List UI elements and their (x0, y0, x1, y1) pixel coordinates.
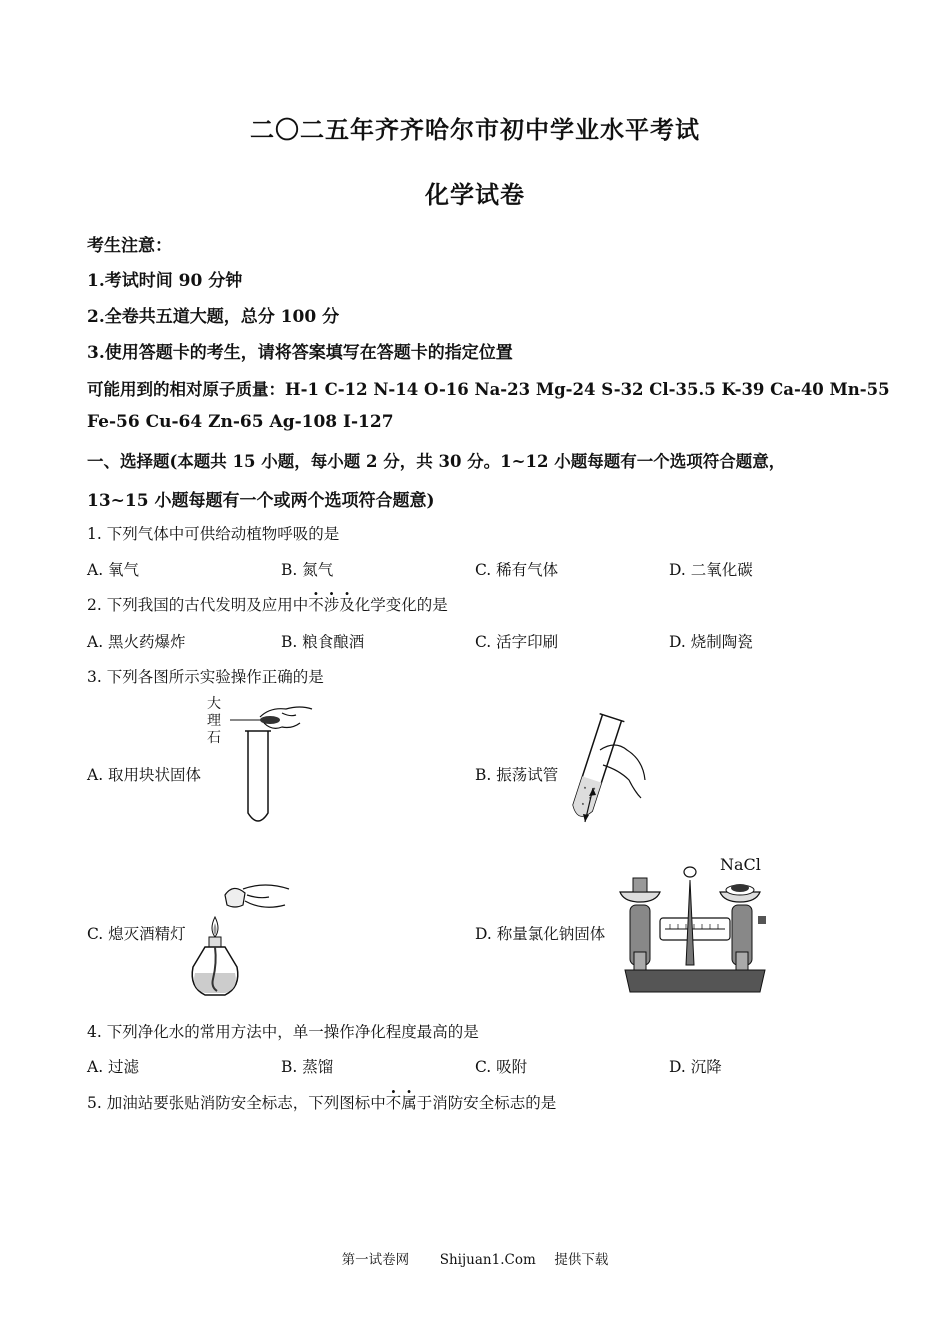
emphasis-char: 属 (401, 1094, 417, 1112)
option-c: C. 活字印刷 (475, 633, 559, 651)
option-c: C. 吸附 (475, 1058, 528, 1076)
take-solid-figure (220, 695, 330, 830)
notice-item: 2.全卷共五道大题，总分 100 分 (87, 307, 340, 327)
question-stem: 4. 下列净化水的常用方法中，单一操作净化程度最高的是 (87, 1023, 479, 1041)
option-b: B. 蒸馏 (281, 1058, 334, 1076)
option-d: D. 沉降 (669, 1058, 722, 1076)
footer-site-en[interactable]: Shijuan1.Com (439, 1252, 536, 1268)
notice-heading: 考生注意： (87, 236, 172, 256)
section-heading: 13~15 小题每题有一个或两个选项符合题意) (87, 491, 435, 511)
footer-suffix: 提供下载 (554, 1252, 609, 1268)
notice-item: 3.使用答题卡的考生，请将答案填写在答题卡的指定位置 (87, 343, 513, 363)
option-b: B. 振荡试管 (475, 766, 559, 784)
notice-item: 1.考试时间 90 分钟 (87, 271, 243, 291)
marble-label: 大 理 石 (207, 696, 221, 746)
option-d: D. 称量氯化钠固体 (475, 925, 606, 943)
page-subtitle: 化学试卷 (425, 180, 525, 209)
emphasis-char: 不 (308, 596, 324, 614)
page-footer (0, 1248, 950, 1268)
balance-figure (620, 860, 770, 1000)
option-a: A. 取用块状固体 (87, 766, 202, 784)
question-stem: 5. 加油站要张贴消防安全标志，下列图标中不属于消防安全标志的是 (87, 1094, 557, 1112)
alcohol-lamp-figure (185, 875, 300, 1000)
question-stem: 1. 下列气体中可供给动植物呼吸的是 (87, 525, 340, 543)
option-d: D. 烧制陶瓷 (669, 633, 753, 651)
option-c: C. 稀有气体 (475, 561, 559, 579)
option-a: A. 过滤 (87, 1058, 140, 1076)
option-d: D. 二氧化碳 (669, 561, 753, 579)
nacl-label: NaCl (720, 855, 761, 874)
option-c: C. 熄灭酒精灯 (87, 925, 186, 943)
shake-tube-figure (555, 710, 655, 830)
question-stem: 2. 下列我国的古代发明及应用中不涉及化学变化的是 (87, 596, 448, 614)
emphasis-char: 及 (339, 596, 355, 614)
emphasis-char: 不 (385, 1094, 402, 1112)
option-b: B. 氮气 (281, 561, 334, 579)
footer-site-cn: 第一试卷网 (341, 1252, 410, 1268)
option-b: B. 粮食酿酒 (281, 633, 365, 651)
option-a: A. 黑火药爆炸 (87, 633, 186, 651)
atomic-mass-line: 可能用到的相对原子质量：H-1 C-12 N-14 O-16 Na-23 Mg-24 S-32 Cl-35.5 K-39 Ca-40 Mn-55 (87, 380, 890, 399)
emphasis-char: 涉 (323, 596, 340, 614)
atomic-mass-line: Fe-56 Cu-64 Zn-65 Ag-108 I-127 (87, 412, 394, 432)
section-heading: 一、选择题(本题共 15 小题，每小题 2 分，共 30 分。1~12 小题每题有一个选项符合题意， (87, 452, 786, 471)
option-a: A. 氧气 (87, 561, 140, 579)
page-title: 二〇二五年齐齐哈尔市初中学业水平考试 (250, 115, 700, 144)
question-stem: 3. 下列各图所示实验操作正确的是 (87, 668, 324, 686)
